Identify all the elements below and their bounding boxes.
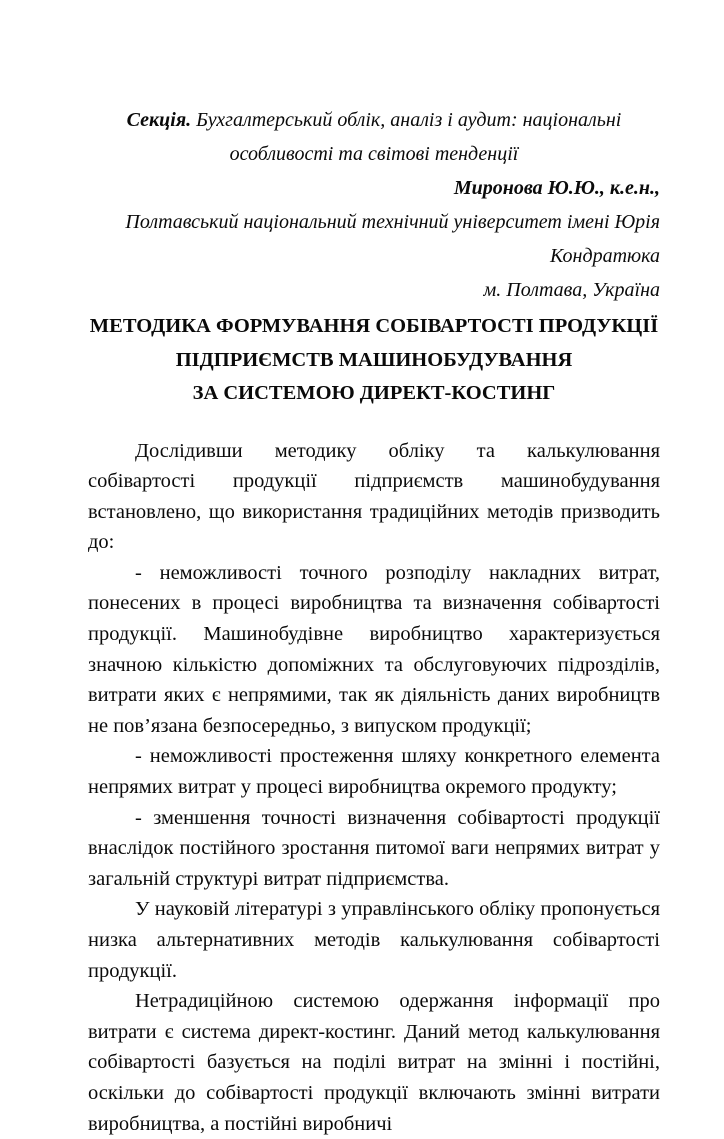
paper-title [88, 310, 660, 411]
paragraph-literature: У науковій літературі з управлінського обліку пропонується низка альтернативних методів калькулювання собівартості продукції. [88, 894, 660, 986]
section-heading [88, 103, 660, 171]
body-text [88, 436, 660, 1139]
paragraph-direct-costing: Нетрадиційною системою одержання інформації про витрати є система директ-костинг. Даний метод калькулювання собівартості базується на поділі витрат на змінні і постійні, оскільки до собівартості продукції включають змінні витрати виробництва, а постійні виробничі [88, 986, 660, 1139]
paper-title-line-2: ПІДПРИЄМСТВ МАШИНОБУДУВАННЯ [88, 344, 660, 378]
author-line: Миронова Ю.Ю., к.е.н., [88, 171, 660, 205]
paper-title-line-1: МЕТОДИКА ФОРМУВАННЯ СОБІВАРТОСТІ ПРОДУКЦІЇ [88, 310, 660, 344]
paper-title-line-3: ЗА СИСТЕМОЮ ДИРЕКТ-КОСТИНГ [88, 377, 660, 411]
affiliation-line: Полтавський національний технічний університет імені Юрія Кондратюка [88, 205, 660, 273]
paragraph-bullet-3: - зменшення точності визначення собівартості продукції внаслідок постійного зростання питомої ваги непрямих витрат у загальній структурі витрат підприємства. [88, 803, 660, 895]
location-line: м. Полтава, Україна [88, 273, 660, 307]
paragraph-intro: Дослідивши методику обліку та калькулювання собівартості продукції підприємств машинобудування встановлено, що використання традиційних методів призводить до: [88, 436, 660, 558]
section-label: Секція. [127, 109, 191, 131]
paragraph-bullet-1: - неможливості точного розподілу накладних витрат, понесених в процесі виробництва та визначення собівартості продукції. Машинобудівне виробництво характеризується значною кількістю допоміжних та обслуговуючих підрозділів, витрати яких є непрямими, так як діяльність даних виробництв не пов’язана безпосередньо, з випуском продукції; [88, 558, 660, 742]
byline-block [88, 171, 660, 307]
paragraph-bullet-2: - неможливості простеження шляху конкретного елемента непрямих витрат у процесі виробництва окремого продукту; [88, 741, 660, 802]
section-title-text: Бухгалтерський облік, аналіз і аудит: національні особливості та світові тенденції [196, 109, 621, 165]
